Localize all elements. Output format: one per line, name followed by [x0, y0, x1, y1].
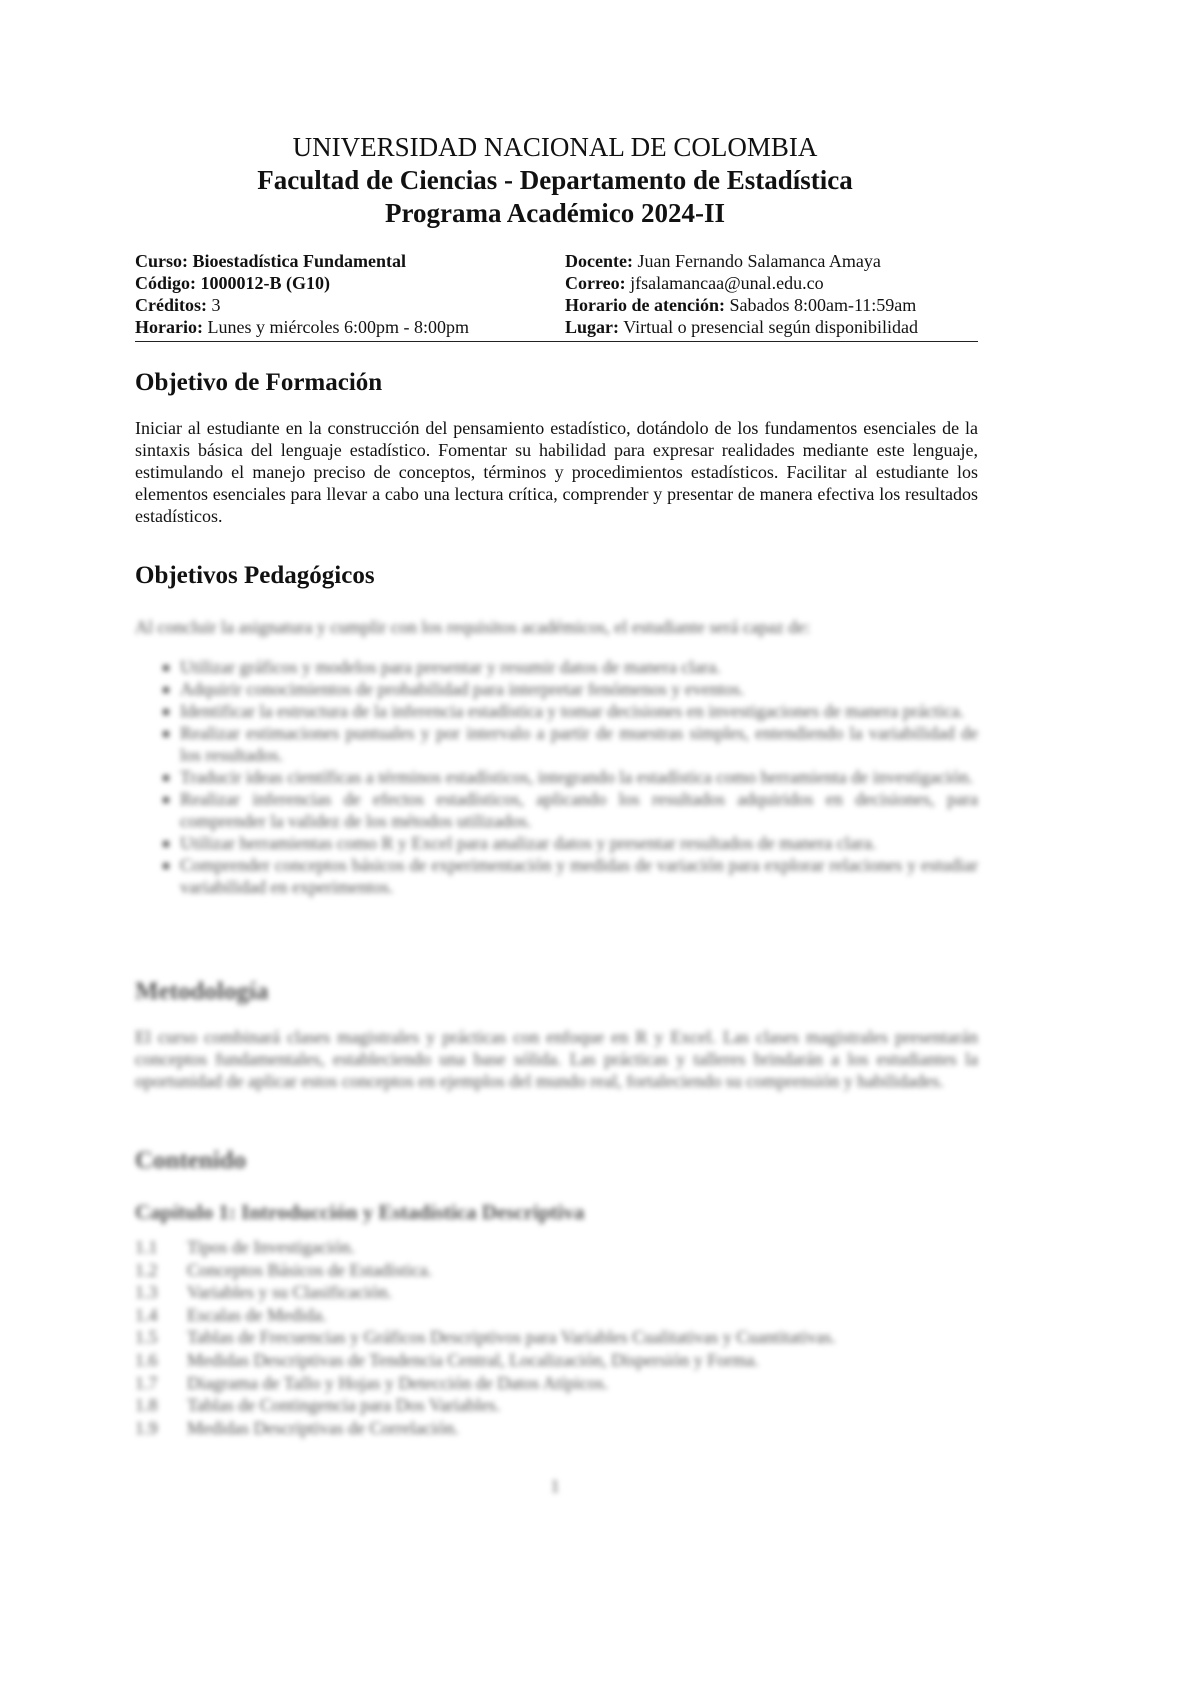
section-heading-metodologia: Metodología	[135, 978, 269, 1005]
course-info-left	[135, 250, 555, 338]
chapter-contents	[135, 1236, 978, 1439]
toc-item: 1.8 Tablas de Contingencia para Dos Variables.	[135, 1395, 501, 1416]
objetivo-paragraph: Iniciar al estudiante en la construcción del pensamiento estadístico, dotándolo de los fundamentos esenciales de la sintaxis básica del lenguaje estadístico. Fomentar su habilidad para expresar realidades mediante este lenguaje, estimulando el manejo preciso de conceptos, términos y procedimientos estadísticos. Facilitar al estudiante los elementos esenciales para llevar a cabo una lectura crítica, comprender y presentar de manera efectiva los resultados estadísticos.	[135, 418, 978, 526]
section-heading-pedagogicos: Objetivos Pedagógicos	[135, 562, 375, 589]
toc-item: 1.2 Conceptos Básicos de Estadística.	[135, 1259, 432, 1280]
credits-row: Créditos: 3	[135, 295, 221, 315]
place-row: Lugar: Virtual o presencial según disponibilidad	[565, 317, 919, 337]
header-divider	[135, 341, 978, 342]
office-hours-row: Horario de atención: Sabados 8:00am-11:59am	[565, 295, 917, 315]
course-row: Curso: Bioestadística Fundamental	[135, 251, 407, 271]
toc-item: 1.7 Diagrama de Tallo y Hojas y Detección de Datos Atípicos.	[135, 1372, 609, 1393]
toc-item: 1.1 Tipos de Investigación.	[135, 1237, 355, 1257]
list-item: Utilizar herramientas como R y Excel para analizar datos y presentar resultados de manera clara.	[135, 832, 978, 854]
course-code: 1000012-B (G10)	[200, 273, 331, 293]
email-row: Correo: jfsalamancaa@unal.edu.co	[565, 273, 824, 293]
section-heading-objetivo: Objetivo de Formación	[135, 369, 383, 396]
list-item: Traducir ideas científicas a términos estadísticos, integrando la estadística como herramienta de investigación.	[135, 766, 978, 788]
toc-item: 1.6 Medidas Descriptivas de Tendencia Central, Localización, Dispersión y Forma.	[135, 1349, 759, 1370]
section-heading-contenido: Contenido	[135, 1147, 247, 1174]
toc-item: 1.5 Tablas de Frecuencias y Gráficos Descriptivos para Variables Cualitativas y Cuantitativas.	[135, 1327, 836, 1348]
toc-item: 1.3 Variables y su Clasificación.	[135, 1282, 392, 1303]
university-title: UNIVERSIDAD NACIONAL DE COLOMBIA	[292, 132, 818, 162]
pedagogicos-intro: Al concluir la asignatura y cumplir con los requisitos académicos, el estudiante será capaz de:	[135, 617, 811, 637]
page-number: 1	[550, 1476, 560, 1496]
toc-item: 1.9 Medidas Descriptivas de Correlación.	[135, 1417, 459, 1438]
list-item: Adquirir conocimientos de probabilidad para interpretar fenómenos y eventos.	[135, 678, 978, 700]
list-item: Identificar la estructura de la inferencia estadística y tomar decisiones en investigaciones de manera práctica.	[135, 700, 978, 722]
list-item: Utilizar gráficos y modelos para presentar y resumir datos de manera clara.	[135, 656, 978, 678]
email-link[interactable]: jfsalamancaa@unal.edu.co	[630, 273, 824, 293]
list-item: Realizar inferencias de efectos estadísticos, aplicando los resultados adquiridos en decisiones, para comprender la validez de los métodos utilizados.	[135, 788, 978, 832]
pedagogicos-list	[135, 656, 978, 898]
list-item: Realizar estimaciones puntuales y por intervalo a partir de muestras simples, entendiendo la variabilidad de los resultados.	[135, 722, 978, 766]
metodologia-paragraph: El curso combinará clases magistrales y prácticas con enfoque en R y Excel. Las clases magistrales presentarán conceptos fundamentales, estableciendo una base sólida. Las prácticas y talleres brindarán a los estudiantes la oportunidad de aplicar estos conceptos en ejemplos del mundo real, fortaleciendo su comprensión y habilidades.	[135, 1027, 978, 1091]
course-name: Bioestadística Fundamental	[192, 251, 407, 271]
toc-item: 1.4 Escalas de Medida.	[135, 1304, 327, 1325]
teacher-row: Docente: Juan Fernando Salamanca Amaya	[565, 251, 881, 271]
program-title: Programa Académico 2024-II	[385, 198, 725, 228]
code-row: Código: 1000012-B (G10)	[135, 273, 331, 293]
faculty-title: Facultad de Ciencias - Departamento de Estadística	[257, 165, 853, 195]
list-item: Comprender conceptos básicos de experimentación y medidas de variación para explorar relaciones y estudiar variabilidad en experimentos.	[135, 854, 978, 898]
course-info-right	[565, 250, 985, 338]
chapter-title: Capítulo 1: Introducción y Estadística Descriptiva	[135, 1200, 585, 1224]
schedule-row: Horario: Lunes y miércoles 6:00pm - 8:00pm	[135, 317, 469, 337]
